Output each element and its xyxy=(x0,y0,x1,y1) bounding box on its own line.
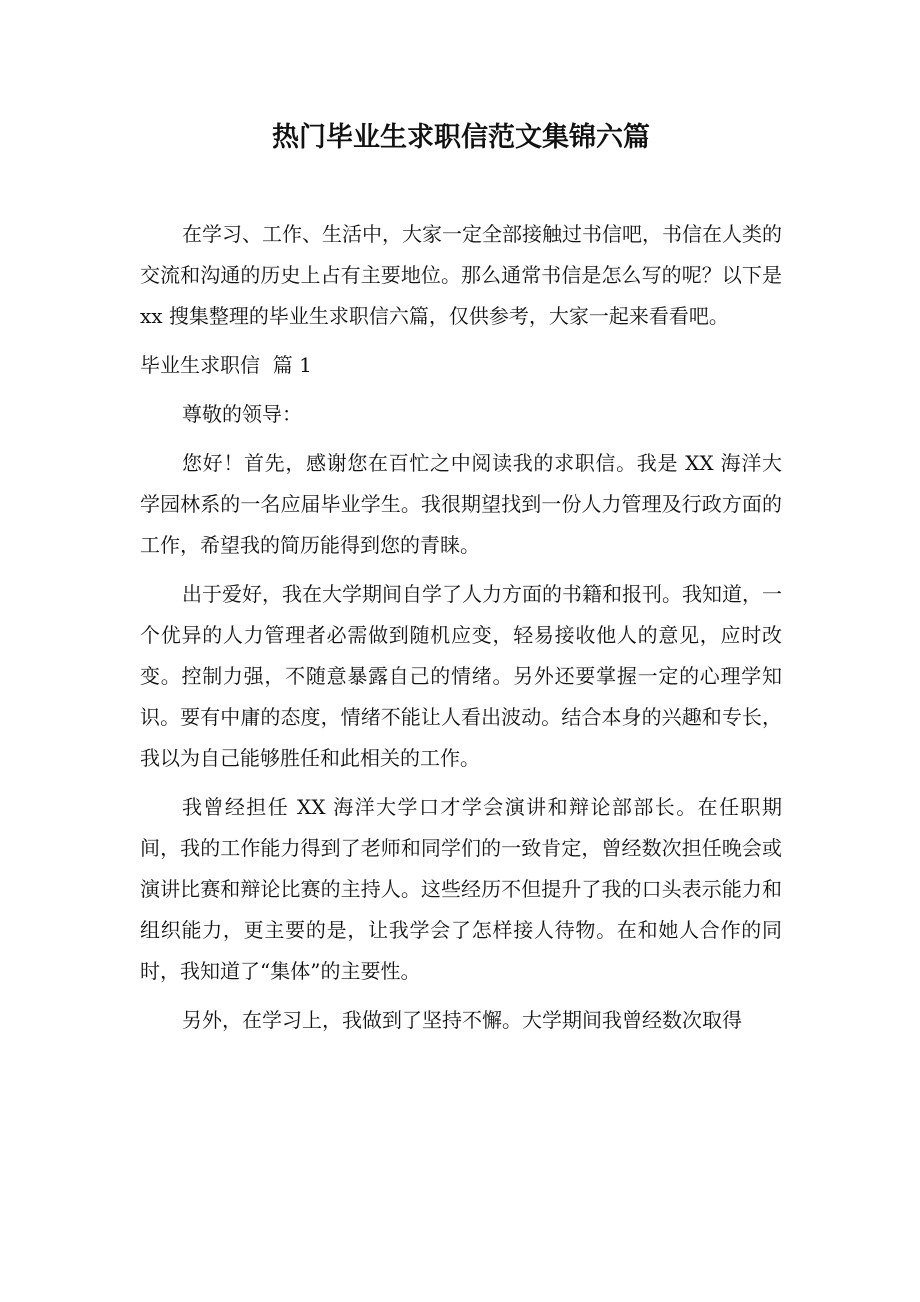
document-body xyxy=(140,214,782,1041)
salutation: 尊敬的领导： xyxy=(182,402,302,426)
body-paragraph: 另外，在学习上，我做到了坚持不懈。大学期间我曾经数次取得 xyxy=(182,1008,742,1032)
section-heading: 毕业生求职信 篇 1 xyxy=(140,353,312,377)
body-paragraph: 我曾经担任 XX 海洋大学口才学会演讲和辩论部部长。在任职期间，我的工作能力得到了老师和同学们的一致肯定，曾经数次担任晚会或演讲比赛和辩论比赛的主持人。这些经历不但提升了我的口头表示能力和组织能力，更主要的是，让我学会了怎样接人待物。在和她人合作的同时，我知道了“集体”的主要性。 xyxy=(140,795,782,983)
body-paragraph: 您好！首先，感谢您在百忙之中阅读我的求职信。我是 XX 海洋大学园林系的一名应届毕业学生。我很期望找到一份人力管理及行政方面的工作，希望我的简历能得到您的青睐。 xyxy=(140,451,782,557)
document-title: 热门毕业生求职信范文集锦六篇 xyxy=(272,122,650,153)
intro-paragraph: 在学习、工作、生活中，大家一定全部接触过书信吧，书信在人类的交流和沟通的历史上占有主要地位。那么通常书信是怎么写的呢？以下是 xx 搜集整理的毕业生求职信六篇，仅供参考，大家一起来看看吧。 xyxy=(140,222,782,328)
body-paragraph: 出于爱好，我在大学期间自学了人力方面的书籍和报刊。我知道，一个优异的人力管理者必需做到随机应变，轻易接收他人的意见，应时改变。控制力强，不随意暴露自己的情绪。另外还要掌握一定的心理学知识。要有中庸的态度，情绪不能让人看出波动。结合本身的兴趣和专长，我以为自己能够胜任和此相关的工作。 xyxy=(140,582,782,770)
